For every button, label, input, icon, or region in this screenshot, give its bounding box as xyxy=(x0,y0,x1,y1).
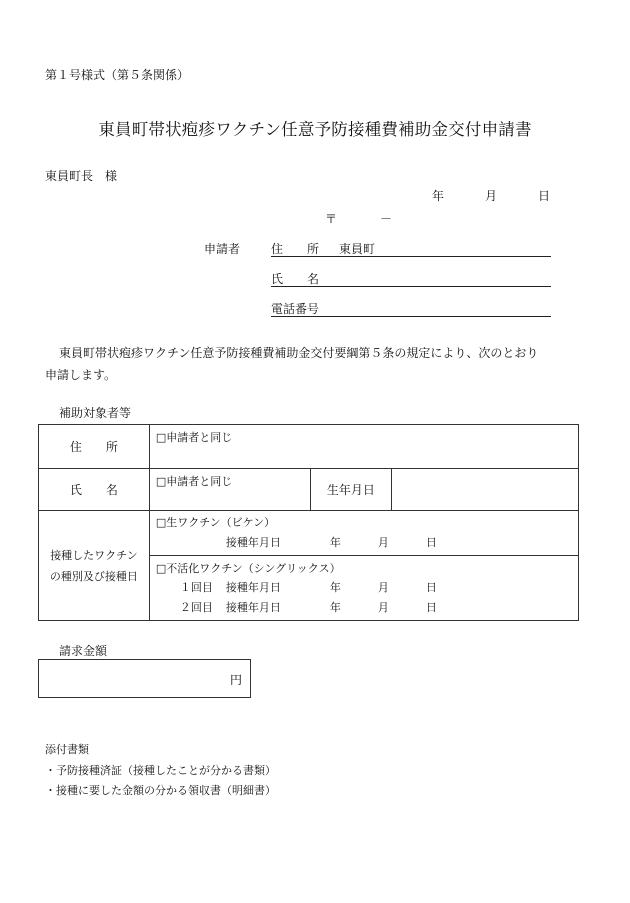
applicant-address-value[interactable]: 東員町 xyxy=(339,242,376,256)
birthdate-label: 生年月日 xyxy=(326,483,375,497)
live-year-label: 年 xyxy=(329,536,341,549)
second-dose-label: ２回目 xyxy=(179,601,213,614)
applicant-phone-label: 電話番号 xyxy=(271,302,320,316)
second-dose-day: 日 xyxy=(425,601,437,614)
subject-heading: 補助対象者等 xyxy=(59,406,132,420)
statement-line-2: 申請します。 xyxy=(45,368,117,382)
name-row xyxy=(39,469,579,511)
address-value-cell[interactable] xyxy=(149,425,578,469)
live-vaccine-cell xyxy=(149,511,578,556)
live-vaccine-checkbox[interactable]: □生ワクチン（ビケン） xyxy=(155,516,276,529)
applicant-address-underline xyxy=(271,256,551,257)
attachment-item-2: ・接種に要した金額の分かる領収書（明細書） xyxy=(45,784,276,797)
date-day-label: 日 xyxy=(538,189,551,203)
birthdate-value-cell[interactable] xyxy=(392,469,579,511)
vaccine-label-line-2: の種別及び接種日 xyxy=(49,569,138,583)
vaccine-label-line-1: 接種したワクチン xyxy=(50,548,138,562)
postal-mark: 〒 xyxy=(325,212,338,226)
second-dose-month: 月 xyxy=(377,601,389,614)
name-same-checkbox[interactable]: □申請者と同じ xyxy=(155,475,233,488)
second-dose-date-label: 接種年月日 xyxy=(225,601,281,614)
applicant-address-label: 住 所 xyxy=(271,242,320,256)
name-label-cell xyxy=(39,469,150,511)
subject-table xyxy=(38,424,579,621)
first-dose-month: 月 xyxy=(377,581,389,594)
applicant-name-underline[interactable] xyxy=(271,286,551,287)
applicant-label: 申請者 xyxy=(204,242,241,256)
live-month-label: 月 xyxy=(377,536,389,549)
name-label: 氏 名 xyxy=(69,483,118,497)
live-vaccine-row xyxy=(39,511,579,556)
claim-heading: 請求金額 xyxy=(59,644,108,658)
claim-amount-box[interactable] xyxy=(38,659,251,698)
attachments-heading: 添付書類 xyxy=(45,743,89,756)
address-label: 住 所 xyxy=(69,440,118,454)
applicant-name-label: 氏 名 xyxy=(271,272,320,286)
second-dose-year: 年 xyxy=(329,601,341,614)
form-number: 第１号様式（第５条関係） xyxy=(45,68,190,82)
applicant-phone-underline[interactable] xyxy=(271,316,551,317)
address-same-checkbox[interactable]: □申請者と同じ xyxy=(155,431,233,444)
name-value-cell[interactable] xyxy=(149,469,310,511)
first-dose-year: 年 xyxy=(329,581,341,594)
postal-dash: － xyxy=(380,212,393,226)
inactivated-vaccine-cell xyxy=(149,556,578,621)
first-dose-date-label: 接種年月日 xyxy=(225,581,281,594)
claim-unit: 円 xyxy=(229,673,242,687)
date-month-label: 月 xyxy=(485,189,498,203)
vaccine-label-cell xyxy=(39,511,150,621)
address-label-cell xyxy=(39,425,150,469)
form-title: 東員町帯状疱疹ワクチン任意予防接種費補助金交付申請書 xyxy=(98,120,532,139)
first-dose-day: 日 xyxy=(425,581,437,594)
inactivated-vaccine-checkbox[interactable]: □不活化ワクチン（シングリックス） xyxy=(155,562,341,575)
live-day-label: 日 xyxy=(425,536,437,549)
birthdate-label-cell xyxy=(310,469,392,511)
live-vaccination-date-label: 接種年月日 xyxy=(225,536,281,549)
first-dose-label: １回目 xyxy=(179,581,213,594)
date-year-label: 年 xyxy=(432,189,445,203)
attachment-item-1: ・予防接種済証（接種したことが分かる書類） xyxy=(45,764,276,777)
addressee: 東員町長 様 xyxy=(45,169,118,183)
address-row xyxy=(39,425,579,469)
statement-line-1: 東員町帯状疱疹ワクチン任意予防接種費補助金交付要綱第５条の規定により、次のとおり xyxy=(59,346,539,360)
